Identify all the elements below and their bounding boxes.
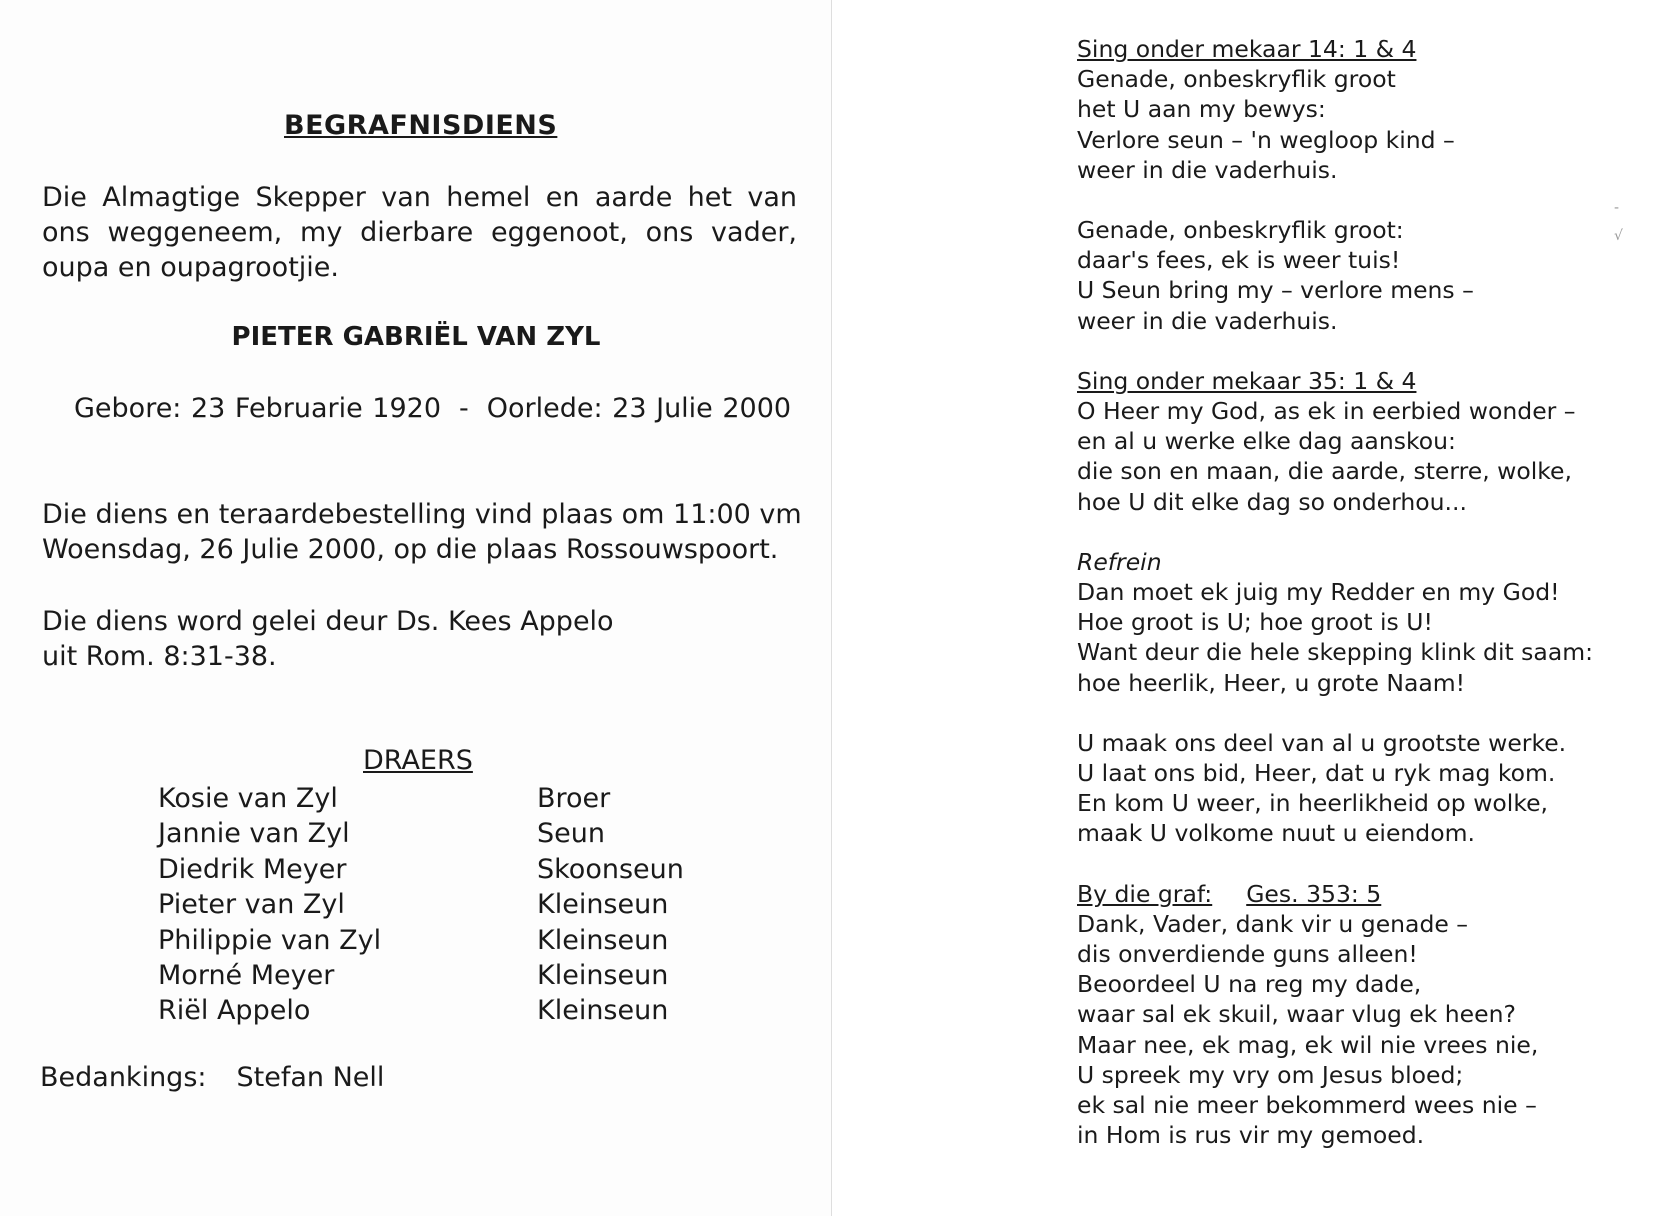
hymn-verse — [1077, 64, 1667, 185]
bearer-name: Riël Appelo — [158, 995, 311, 1027]
hymn-line: Beoordeel U na reg my dade, — [1077, 970, 1422, 999]
grave-heading — [1077, 879, 1667, 909]
grave-hymn — [1077, 879, 1667, 1151]
hymns-column — [1077, 34, 1667, 1181]
hymn-line: hoe heerlik, Heer, u grote Naam! — [1077, 668, 1466, 697]
death-date: Oorlede: 23 Julie 2000 — [486, 393, 792, 424]
hymn-line: ek sal nie meer bekommerd wees nie – — [1077, 1091, 1537, 1120]
hymn-verse — [1077, 396, 1667, 517]
hymn-line: waar sal ek skuil, waar vlug ek heen? — [1077, 1000, 1516, 1029]
hymn-1 — [1077, 34, 1667, 185]
bearers-list — [0, 781, 832, 1029]
bearer-relation: Kleinseun — [537, 924, 669, 956]
life-dates — [74, 393, 791, 424]
hymn-line: Genade, onbeskryflik groot: — [1077, 216, 1404, 245]
hymn-line: daar's fees, ek is weer tuis! — [1077, 246, 1401, 275]
deceased-name: PIETER GABRIËL VAN ZYL — [231, 322, 601, 352]
hymn-line: het U aan my bewys: — [1077, 95, 1326, 124]
scan-mark: √ — [1614, 228, 1623, 244]
hymn-heading: Sing onder mekaar 35: 1 & 4 — [1077, 366, 1417, 395]
left-page — [0, 0, 832, 1216]
hymn-1-verse-2 — [1077, 215, 1667, 336]
grave-label: By die graf: — [1077, 879, 1213, 908]
hymn-line: U maak ons deel van al u grootste werke. — [1077, 728, 1567, 757]
officiant-details — [42, 604, 802, 674]
service-title: BEGRAFNISDIENS — [284, 110, 558, 141]
bearer-relation: Skoonseun — [537, 853, 684, 885]
hymn-line: Genade, onbeskryflik groot — [1077, 65, 1396, 94]
date-separator: - — [459, 393, 469, 424]
service-place-line: Woensdag, 26 Julie 2000, op die plaas Rossouwspoort. — [42, 534, 779, 565]
bearer-name: Diedrik Meyer — [158, 853, 347, 885]
hymn-line: Verlore seun – 'n wegloop kind – — [1077, 125, 1455, 154]
hymn-line: hoe U dit elke dag so onderhou... — [1077, 487, 1467, 516]
hymn-heading: Sing onder mekaar 14: 1 & 4 — [1077, 35, 1417, 63]
bearer-name: Kosie van Zyl — [158, 783, 338, 814]
hymn-line: en al u werke elke dag aanskou: — [1077, 427, 1456, 456]
hymn-line: U spreek my vry om Jesus bloed; — [1077, 1060, 1464, 1089]
hymn-line: En kom U weer, in heerlikheid op wolke, — [1077, 789, 1549, 818]
service-details — [42, 497, 802, 567]
hymn-line: Want deur die hele skepping klink dit saam: — [1077, 638, 1594, 667]
bearer-row — [0, 923, 832, 958]
bearer-name: Philippie van Zyl — [158, 924, 382, 956]
hymn-2-verse-4 — [1077, 728, 1667, 849]
bearer-relation: Kleinseun — [537, 889, 669, 921]
bearer-row — [0, 816, 832, 851]
hymn-line: Dank, Vader, dank vir u genade – — [1077, 909, 1469, 938]
intro-paragraph: Die Almagtige Skepper van hemel en aarde het van ons weggeneem, my dierbare eggenoot, ons vader, oupa en oupagrootjie. — [42, 182, 797, 283]
hymn-line: die son en maan, die aarde, sterre, wolke, — [1077, 457, 1572, 486]
officiant-line: Die diens word gelei deur Ds. Kees Appelo — [42, 606, 614, 637]
hymn-line: weer in die vaderhuis. — [1077, 306, 1338, 335]
hymn-line: maak U volkome nuut u eiendom. — [1077, 819, 1475, 848]
bearer-relation: Kleinseun — [537, 995, 669, 1027]
hymn-verse — [1077, 909, 1667, 1151]
grave-reference: Ges. 353: 5 — [1246, 879, 1382, 908]
hymn-line: weer in die vaderhuis. — [1077, 155, 1338, 184]
bearer-row — [0, 781, 832, 816]
hymn-line: U Seun bring my – verlore mens – — [1077, 276, 1474, 305]
service-time-line: Die diens en teraardebestelling vind plaas om 11:00 vm — [42, 499, 802, 530]
hymn-verse — [1077, 215, 1667, 336]
scan-mark: - — [1614, 200, 1620, 216]
hymn-line: in Hom is rus vir my gemoed. — [1077, 1121, 1425, 1150]
bearer-row — [0, 852, 832, 887]
thanks-name: Stefan Nell — [236, 1062, 385, 1093]
bearer-relation: Kleinseun — [537, 959, 669, 991]
hymn-line: O Heer my God, as ek in eerbied wonder – — [1077, 397, 1576, 426]
bearer-name: Pieter van Zyl — [158, 889, 345, 921]
bearer-name: Morné Meyer — [158, 959, 335, 991]
bearer-row — [0, 993, 832, 1028]
hymn-verse — [1077, 728, 1667, 849]
refrain-label: Refrein — [1077, 547, 1162, 576]
bearer-relation: Seun — [537, 818, 605, 850]
hymn-line: Dan moet ek juig my Redder en my God! — [1077, 578, 1560, 607]
hymn-line: U laat ons bid, Heer, dat u ryk mag kom. — [1077, 759, 1556, 788]
bearers-heading: DRAERS — [363, 745, 473, 776]
hymn-line: Hoe groot is U; hoe groot is U! — [1077, 608, 1433, 637]
thanks-line — [40, 1062, 384, 1093]
bearer-row — [0, 887, 832, 922]
thanks-label: Bedankings: — [40, 1062, 207, 1093]
birth-date: Gebore: 23 Februarie 1920 — [74, 393, 441, 424]
hymn-line: dis onverdiende guns alleen! — [1077, 940, 1418, 969]
bearer-relation: Broer — [537, 783, 611, 814]
hymn-line: Maar nee, ek mag, ek wil nie vrees nie, — [1077, 1030, 1539, 1059]
hymn-2 — [1077, 366, 1667, 517]
refrain-lines — [1077, 577, 1667, 698]
bearer-row — [0, 958, 832, 993]
bearer-name: Jannie van Zyl — [158, 818, 350, 850]
refrain — [1077, 547, 1667, 698]
scripture-line: uit Rom. 8:31-38. — [42, 641, 277, 672]
